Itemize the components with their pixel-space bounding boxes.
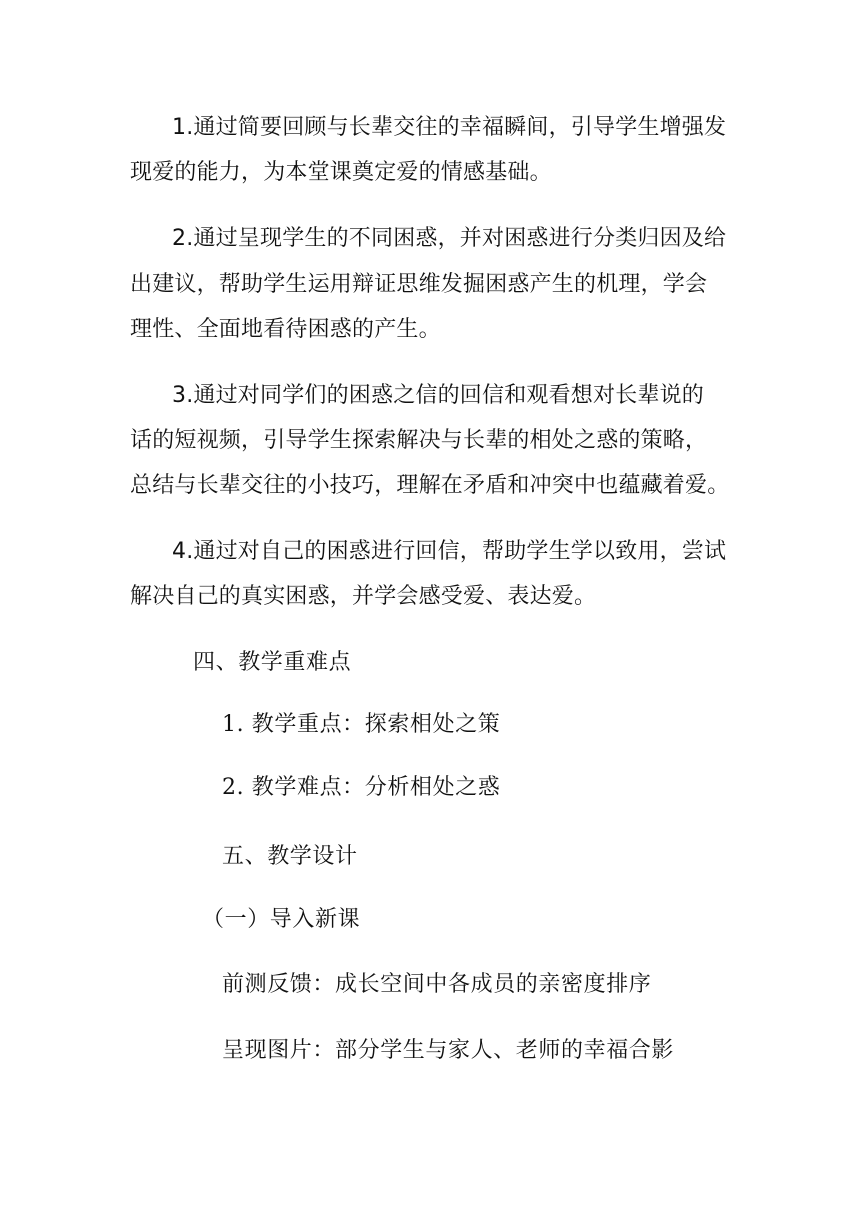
pretest-feedback-item: 前测反馈：成长空间中各成员的亲密度排序 <box>222 972 652 997</box>
present-photos-item: 呈现图片：部分学生与家人、老师的幸福合影 <box>222 1038 675 1063</box>
objective-2-line-1: 2.通过呈现学生的不同困惑，并对困惑进行分类归因及给 <box>172 226 727 251</box>
objective-2-line-3: 理性、全面地看待困惑的产生。 <box>130 317 441 342</box>
objective-4-line-1: 4.通过对自己的困惑进行回信，帮助学生学以致用，尝试 <box>172 539 727 564</box>
key-point-item: 1. 教学重点：探索相处之策 <box>222 712 501 737</box>
objective-2-line-2: 出建议，帮助学生运用辩证思维发掘困惑产生的机理，学会 <box>130 272 708 297</box>
objective-4-line-2: 解决自己的真实困惑，并学会感受爱、表达爱。 <box>130 584 597 609</box>
objective-3-line-2: 话的短视频，引导学生探索解决与长辈的相处之惑的策略， <box>130 428 708 453</box>
sub-heading-intro: （一）导入新课 <box>202 907 361 932</box>
objective-3-line-1: 3.通过对同学们的困惑之信的回信和观看想对长辈说的 <box>172 383 704 408</box>
objective-3-line-3: 总结与长辈交往的小技巧，理解在矛盾和冲突中也蕴藏着爱。 <box>130 473 730 498</box>
section-5-heading: 五、教学设计 <box>222 844 358 869</box>
objective-1-line-2: 现爱的能力，为本堂课奠定爱的情感基础。 <box>130 160 552 185</box>
objective-1-line-1: 1.通过简要回顾与长辈交往的幸福瞬间，引导学生增强发 <box>172 115 727 140</box>
difficult-point-item: 2. 教学难点：分析相处之惑 <box>222 775 501 800</box>
section-4-heading: 四、教学重难点 <box>193 650 352 675</box>
